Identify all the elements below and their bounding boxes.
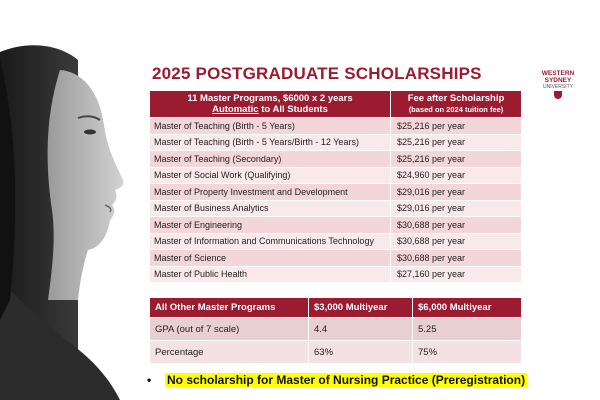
table-row [150,151,522,168]
table-row [150,318,522,341]
programs-header [150,91,391,118]
multiyear-3000-header: $3,000 Multiyear [309,298,413,318]
bullet-icon: • [147,373,152,387]
table-row [150,134,522,151]
program-cell: Master of Public Health [150,266,391,283]
other-programs-header: All Other Master Programs [150,298,309,318]
scholarship-programs-table [149,90,522,283]
program-cell: Master of Business Analytics [150,200,391,217]
other-programs-table [149,297,522,364]
program-cell: Master of Teaching (Secondary) [150,151,391,168]
nursing-note-text: No scholarship for Master of Nursing Practice (Preregistration) [167,373,526,387]
program-cell: Master of Property Investment and Development [150,184,391,201]
fee-cell: $30,688 per year [391,217,522,234]
table-row [150,167,522,184]
multiyear-6000-header: $6,000 Multiyear [413,298,522,318]
fee-cell: $29,016 per year [391,200,522,217]
nursing-note [147,373,527,387]
fee-cell: $30,688 per year [391,233,522,250]
logo-line1: WESTERN SYDNEY [541,70,575,84]
table-row [150,200,522,217]
program-cell: Master of Teaching (Birth - 5 Years) [150,118,391,135]
fee-cell: $25,216 per year [391,118,522,135]
shield-icon [554,91,562,99]
table-row [150,266,522,283]
program-cell: Master of Social Work (Qualifying) [150,167,391,184]
program-cell: Master of Science [150,250,391,267]
program-cell: Master of Engineering [150,217,391,234]
table-row [150,250,522,267]
value-6000-cell: 5.25 [413,318,522,341]
value-3000-cell: 63% [309,341,413,364]
fee-cell: $24,960 per year [391,167,522,184]
table-row [150,118,522,135]
automatic-label: Automatic [212,104,259,115]
value-3000-cell: 4.4 [309,318,413,341]
fee-cell: $25,216 per year [391,134,522,151]
student-portrait-image [0,0,145,400]
fee-header [391,91,522,118]
fee-header-line2: (based on 2024 tuition fee) [408,105,504,114]
table-row [150,233,522,250]
programs-header-rest: to All Students [258,104,328,115]
value-6000-cell: 75% [413,341,522,364]
university-logo [528,70,588,99]
programs-header-line1: 11 Master Programs, $6000 x 2 years [187,93,353,104]
table-row [150,341,522,364]
page-title: 2025 POSTGRADUATE SCHOLARSHIPS [152,64,482,83]
criteria-cell: Percentage [150,341,309,364]
fee-header-line1: Fee after Scholarship [407,93,505,104]
criteria-cell: GPA (out of 7 scale) [150,318,309,341]
fee-cell: $25,216 per year [391,151,522,168]
program-cell: Master of Teaching (Birth - 5 Years/Birth - 12 Years) [150,134,391,151]
program-cell: Master of Information and Communications Technology [150,233,391,250]
table-row [150,217,522,234]
fee-cell: $27,160 per year [391,266,522,283]
logo-line2: UNIVERSITY [542,84,573,90]
fee-cell: $30,688 per year [391,250,522,267]
table-row [150,184,522,201]
fee-cell: $29,016 per year [391,184,522,201]
